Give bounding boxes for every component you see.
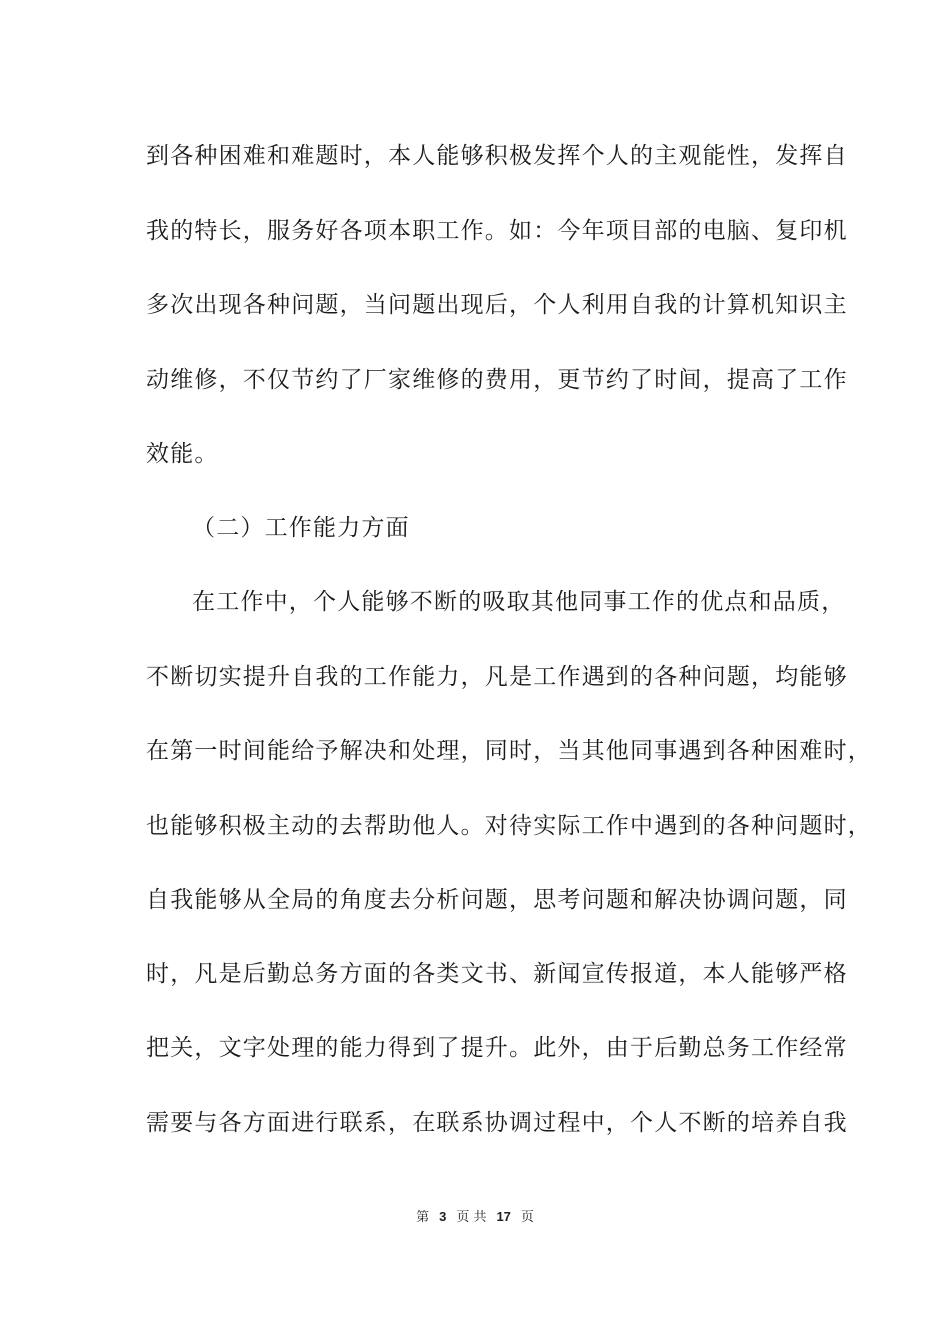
footer-prefix: 第 — [416, 1210, 430, 1225]
paragraph-line: 时，凡是后勤总务方面的各类文书、新闻宣传报道，本人能够严格 — [146, 961, 848, 987]
current-page-number: 3 — [439, 1209, 447, 1224]
footer-middle: 页 共 — [456, 1210, 487, 1225]
section-heading: （二）工作能力方面 — [192, 515, 410, 541]
footer-suffix: 页 — [520, 1210, 534, 1225]
paragraph-line: 在工作中，个人能够不断的吸取其他同事工作的优点和品质， — [192, 589, 846, 615]
paragraph-line: 动维修，不仅节约了厂家维修的费用，更节约了时间，提高了工作 — [146, 367, 848, 393]
paragraph-line: 需要与各方面进行联系，在联系协调过程中，个人不断的培养自我 — [146, 1110, 848, 1136]
paragraph-line: 多次出现各种问题，当问题出现后，个人利用自我的计算机知识主 — [146, 292, 848, 318]
paragraph-line: 不断切实提升自我的工作能力，凡是工作遇到的各种问题，均能够 — [146, 664, 848, 690]
paragraph-line: 我的特长，服务好各项本职工作。如：今年项目部的电脑、复印机 — [146, 218, 848, 244]
paragraph-line: 在第一时间能给予解决和处理，同时，当其他同事遇到各种困难时， — [146, 738, 872, 764]
paragraph-line: 到各种困难和难题时，本人能够积极发挥个人的主观能性，发挥自 — [146, 143, 848, 169]
paragraph-line: 也能够积极主动的去帮助他人。对待实际工作中遇到的各种问题时， — [146, 813, 872, 839]
page-footer — [0, 1208, 950, 1227]
paragraph-line: 效能。 — [146, 441, 219, 467]
paragraph-line: 把关，文字处理的能力得到了提升。此外，由于后勤总务工作经常 — [146, 1035, 848, 1061]
total-pages-number: 17 — [496, 1209, 511, 1224]
paragraph-line: 自我能够从全局的角度去分析问题，思考问题和解决协调问题，同 — [146, 887, 848, 913]
